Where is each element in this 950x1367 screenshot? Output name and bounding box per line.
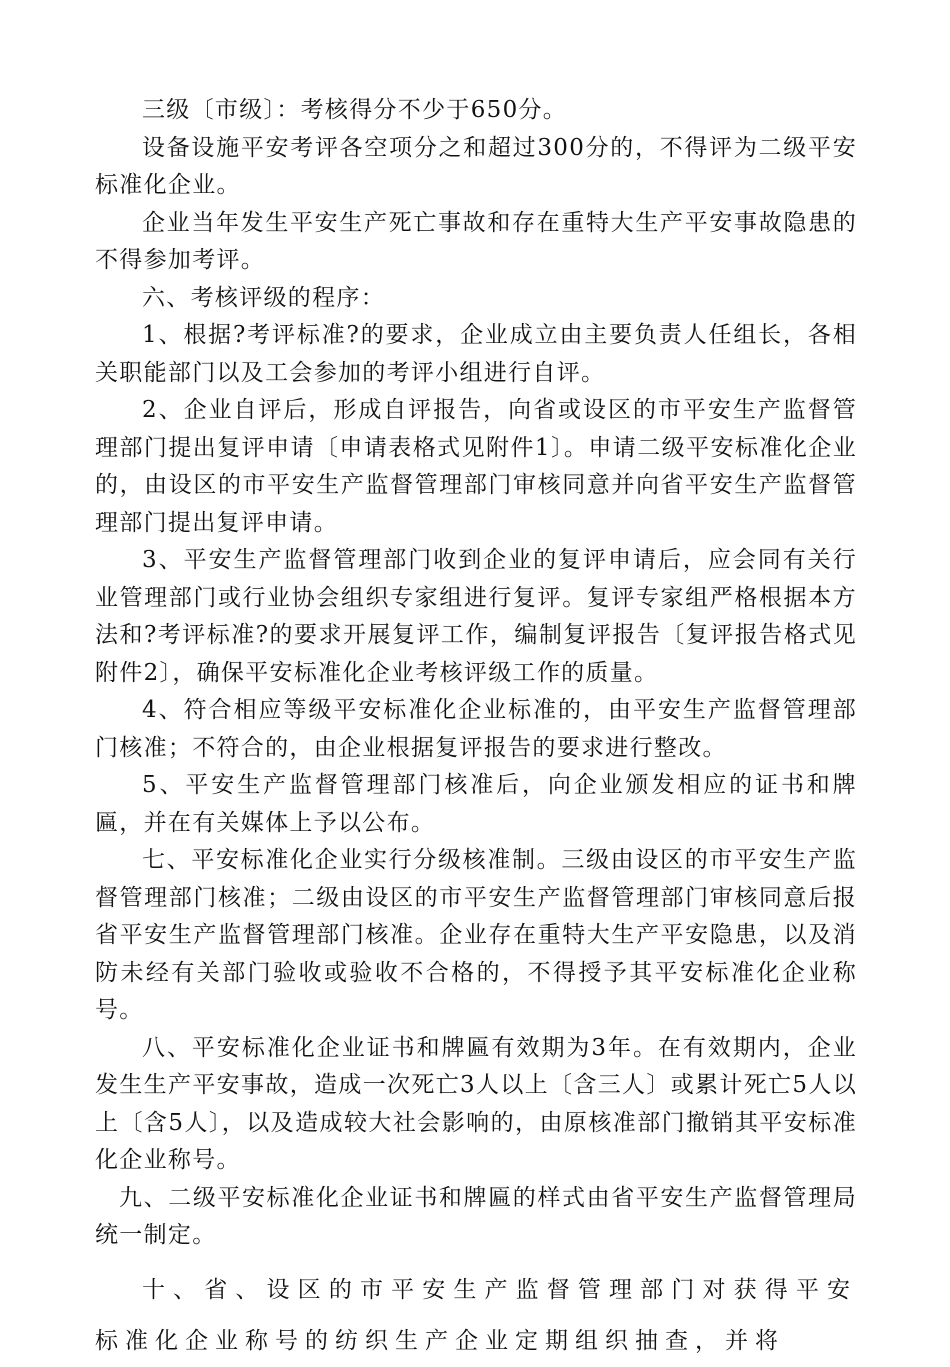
paragraph-section-seven: 七、平安标准化企业实行分级核准制。三级由设区的市平安生产监督管理部门核准；二级由设区的市平安生产监督管理部门审核同意后报省平安生产监督管理部门核准。企业存在重特大生产平安隐患，以及消防未经有关部门验收或验收不合格的，不得授予其平安标准化企业称号。 <box>95 847 857 1023</box>
paragraph-step-2: 2、企业自评后，形成自评报告，向省或设区的市平安生产监督管理部门提出复评申请〔申请表格式见附件1〕。申请二级平安标准化企业的，由设区的市平安生产监督管理部门审核同意并向省平安生产监督管理部门提出复评申请。 <box>95 397 857 536</box>
paragraph-section-nine: 九、二级平安标准化企业证书和牌匾的样式由省平安生产监督管理局统一制定。 <box>95 1184 857 1248</box>
document-body <box>95 92 857 1367</box>
paragraph-section-ten: 十、省、设区的市平安生产监督管理部门对获得平安标准化企业称号的纺织生产企业定期组织抽查，并将 <box>95 1276 857 1354</box>
paragraph-accident-exclusion: 企业当年发生平安生产死亡事故和存在重特大生产平安事故隐患的不得参加考评。 <box>95 209 857 273</box>
paragraph-section-eight: 八、平安标准化企业证书和牌匾有效期为3年。在有效期内，企业发生生产平安事故，造成一次死亡3人以上〔含三人〕或累计死亡5人以上〔含5人〕，以及造成较大社会影响的，由原核准部门撤销其平安标准化企业称号。 <box>95 1034 857 1173</box>
paragraph-level-three-score: 三级〔市级〕：考核得分不少于650分。 <box>142 97 568 123</box>
paragraph-step-4: 4、符合相应等级平安标准化企业标准的，由平安生产监督管理部门核准；不符合的，由企业根据复评报告的要求进行整改。 <box>95 697 857 761</box>
paragraph-equipment-blank-items: 设备设施平安考评各空项分之和超过300分的，不得评为二级平安标准化企业。 <box>95 134 857 198</box>
paragraph-step-5: 5、平安生产监督管理部门核准后，向企业颁发相应的证书和牌匾，并在有关媒体上予以公布。 <box>95 772 857 836</box>
paragraph-step-1: 1、根据?考评标准?的要求，企业成立由主要负责人任组长，各相关职能部门以及工会参加的考评小组进行自评。 <box>95 322 857 386</box>
heading-assessment-procedure: 六、考核评级的程序： <box>142 284 385 311</box>
paragraph-step-3: 3、平安生产监督管理部门收到企业的复评申请后，应会同有关行业管理部门或行业协会组织专家组进行复评。复评专家组严格根据本方法和?考评标准?的要求开展复评工作，编制复评报告〔复评报告格式见附件2〕，确保平安标准化企业考核评级工作的质量。 <box>95 547 857 686</box>
